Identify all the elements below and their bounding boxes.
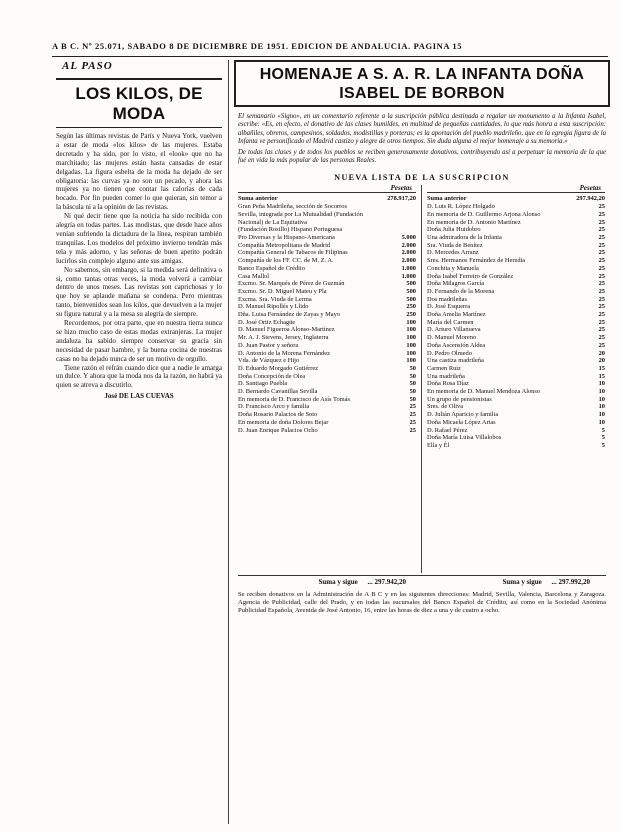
subscription-footer: Se reciben donativos en la Administración de A B C y en las siguientes direcciones: Madrid, Sevilla, Valencia, Barcelona y Zaragoza. Agencia de Publicidad, calle del Prado, y en todas las sucursales del Banco Español de Crédito, así como en la Sociedad Anónima Publicidad Española, Avenida de José Antonio, 16, entre las horas de diez a una y de cuatro a ocho. [238,590,606,614]
subscription-entry [427,373,605,381]
article-paragraph: No sabemos, sin embargo, si la medida será definitiva o si, como tantas otras veces, la moda volverá a cambiar dentro de unos meses. Las revistas son caprichosas y lo que hoy se aplaude mañana se condena. Pero mientras tanto, bienvenidos sean los kilos, que devuelven a la mujer su figura natural y a la mesa su alegría de siempre. [56,265,222,319]
left-column [56,60,222,822]
currency-label: Pesetas [238,185,416,194]
donor-name: Pro Diversas y la Hispano-Americana [238,234,335,241]
donation-amount: 25 [598,264,605,272]
donation-amount: 5 [601,434,605,442]
donation-amount: 25 [598,257,605,265]
donation-amount: 278.917,20 [387,195,416,203]
subscription-entry [238,265,416,273]
donation-amount: 5.000 [401,234,416,241]
donation-amount: 50 [409,372,416,380]
donation-amount: 100 [406,326,416,334]
page-header: A B C. Nº 25.071, SABADO 8 DE DICIEMBRE DE 1951. EDICION DE ANDALUCIA. PAGINA 15 [52,41,463,51]
donation-amount: 100 [406,318,416,326]
donation-amount: 25 [409,418,416,426]
homage-intro: El semanario «Signo», en un comentario referente a la suscripción pública destinada a regalar un monumento a la Infanta Isabel, escribe: «Es, en efecto, el donativo de las clases humildes, en multitud de pequeñas cantidades, lo que más honra a esta suscripción: albañiles, obreros, campesinos, soldados, modistillas y porteras; es la aportación del pueblo madrileño, que en la egregia figura de la Infanta ve personificado el Madrid castizo y alegre de otros tiempos. Sin duda alguna el mejor homenaje a su memoria.» [238,113,606,145]
donor-name: Carmen Ruiz [427,364,461,372]
subscription-entry [238,311,416,319]
subscription-entry [238,326,416,334]
donation-amount: 25 [598,272,605,280]
donor-name: Sra. Viuda de Benítez [427,241,483,249]
total-right-value: 297.992,20 [558,577,590,586]
subscription-entry [427,365,605,373]
donor-name: Doña Ascensión Aldea [427,341,486,349]
subscription-entry [238,257,416,265]
donor-name: Suma anterior [238,195,278,203]
donation-amount: 500 [406,287,416,295]
subscription-lists [238,185,606,573]
donor-name: Gran Peña Madrileña, sección de Socorros [238,203,347,211]
subscription-entry [427,419,605,427]
subscription-entry [427,296,605,304]
donor-name: Doña Milagros García [427,280,485,288]
donor-name: Excmo. Sr. Marqués de Pérez de Guzmán [238,280,345,288]
subscription-entry [238,319,416,327]
donation-amount: 100 [406,357,416,365]
donation-amount: 25 [598,303,605,311]
subscription-entry [427,326,605,334]
donor-name: Doña Rosa Díaz [427,380,469,388]
donation-amount: 100 [406,341,416,349]
donation-amount: 15 [598,372,605,380]
article-paragraph: Según las últimas revistas de París y Nueva York, vuelven a estar de moda «los kilos» de las mujeres. Estaba decretado y ha sido, por lo visto, el «look» que no ha marchitado; las mujeres están hasta cansadas de estar delgadas. La figura esbelta de la moda ha dejado de ser obligatoria: las curvas ya no son un pecado, y ahora las mujeres ya no tienen que contar las calorías de cada bocado. Por fin pueden comer lo que quieran, sin temor a la báscula ni a la opinión de las revistas. [56,132,222,212]
subscription-entry [238,403,416,411]
donor-name: Una madrileña [427,372,465,380]
subscription-entry [238,411,416,419]
donation-amount: 25 [598,218,605,226]
donation-amount: 50 [409,388,416,396]
donation-amount: 25 [409,403,416,411]
donor-name: En memoria de D. Francisco de Asís Tomás [238,395,350,403]
subscription-entry [427,403,605,411]
subscription-entry [238,427,416,435]
donation-amount: 100 [406,349,416,357]
donation-amount: 10 [598,411,605,419]
subscription-entry [238,419,416,427]
donation-amount: 25 [409,411,416,419]
subscription-entry [427,242,605,250]
subscription-entry [427,280,605,288]
donation-amount: 10 [598,418,605,426]
subscription-entry [427,273,605,281]
subscription-entry [427,226,605,234]
donation-amount: 297.942,20 [576,195,605,203]
donor-name: Conchita y Manuela [427,264,479,272]
donation-amount: 20 [598,357,605,365]
donation-amount: 25 [598,241,605,249]
donation-amount: 5 [601,441,605,449]
donation-amount: 10 [598,380,605,388]
subscription-entry [427,380,605,388]
subscription-entry [427,442,605,450]
subscription-entry [238,357,416,365]
homage-title: HOMENAJE A S. A. R. LA INFANTA DOÑA ISABEL DE BORBON [259,66,585,102]
donor-name: D. Rafael Pérez [427,426,468,434]
donation-amount: 50 [409,364,416,372]
subscription-entry [427,249,605,257]
donor-name: Sevilla, integrada por La Mutualidad (Fundación Nacional) de La Equitativa [238,210,363,226]
subscription-entry [427,434,605,442]
donor-name: D. Manuel Ripollés y Llido [238,303,309,311]
donor-name: D. Arturo Villanueva [427,326,481,334]
subscription-heading: NUEVA LISTA DE LA SUSCRIPCION [334,172,510,182]
subscription-entry [238,226,416,234]
donor-name: Sres. de Oliva [427,403,464,411]
subscription-entry [238,234,416,242]
donor-name: Compañía Metropolitana de Madrid [238,241,331,249]
subscription-entry [238,396,416,404]
donor-name: D. Manuel Moreno [427,334,477,342]
donation-amount: 500 [406,295,416,303]
donor-name: Una admiradora de la Infanta [427,234,502,241]
donor-name: Compañía General de Tabacos de Filipinas [238,249,348,257]
donor-name: Una castiza madrileña [427,357,484,365]
donor-name: María del Carmen [427,318,474,326]
donation-amount: 500 [406,280,416,288]
donor-name: Dña. Luisa Fernández de Zayas y Mayo [238,311,341,319]
donor-name: Ella y Él [427,441,450,449]
donor-name: D. Francisco Arco y familia [238,403,310,411]
subscription-entry [427,396,605,404]
donor-name: Excma. Sra. Viuda de Lerma [238,295,312,303]
donor-name: D. José Esquerra [427,303,471,311]
donation-amount: 2.000 [401,241,416,249]
donor-name: (Fundación Rosillo) Hispano Portuguesa [238,226,343,234]
currency-label: Pesetas [427,185,605,194]
subscription-entry [238,380,416,388]
subscription-entry [238,365,416,373]
subscription-entry [238,288,416,296]
donation-amount: 250 [406,303,416,311]
donation-amount: 25 [598,280,605,288]
donor-name: En memoria de D. Antonio Martínez [427,218,521,226]
donor-name: En memoria de doña Dolores Bejar [238,418,329,426]
subscription-entry [427,427,605,435]
donor-name: Sres. Hermanos Fernández de Heredia [427,257,526,265]
donor-name: D. Juan Pastor y señora [238,341,299,349]
subscription-entry [238,350,416,358]
donor-name: D. Fernando de la Morena [427,287,495,295]
donor-name: D. José Ortiz Echagüe [238,318,296,326]
donor-name: D. Manuel Figueroa Alonso-Martínez [238,326,335,334]
donation-amount: 2.000 [401,249,416,257]
donation-amount: 10 [598,395,605,403]
subscription-entry [427,195,605,203]
subscription-entry [427,257,605,265]
donor-name: Mr. A. J. Stevens, Jersey, Inglaterra [238,334,329,342]
column-divider [228,60,229,824]
donor-name: En memoria de D. Guillermo Arjona Alonso [427,210,541,218]
subscription-entry [427,311,605,319]
donation-amount: 25 [598,295,605,303]
donor-name: D. Bernardo Cavanillas Sevilla [238,388,318,396]
total-left-label: Suma y sigue [318,577,358,586]
donation-amount: 50 [409,380,416,388]
donation-amount: 25 [598,318,605,326]
subscription-list-right [427,185,605,450]
donor-name: Dos madrileñas [427,295,467,303]
article-paragraph: Tiene razón el refrán cuando dice que a nadie le amarga un dulce. Y ahora que la moda nos da la razón, no habrá ya quien se atreva a discutirlo. [56,363,222,390]
subscription-entry [427,350,605,358]
article-paragraph: Recordemos, por otra parte, que en nuestra tierra nunca se hizo mucho caso de estas modas extranjeras. La mujer andaluza ha sabido siempre conservar su gracia sin necesidad de pasar hambre, y la buena cocina de nuestras casas no ha dejado nunca de ser un motivo de orgullo. [56,319,222,363]
donation-amount: 1.000 [401,272,416,280]
donation-amount: 25 [598,287,605,295]
subscription-entry [238,195,416,203]
subscription-entry [238,303,416,311]
homage-title-box [234,60,610,107]
donation-amount: 25 [409,426,416,434]
donation-amount: 250 [406,311,416,319]
donation-amount: 25 [598,311,605,319]
donor-name: Doña Micaela López Arias [427,418,496,426]
donation-amount: 25 [598,341,605,349]
article-paragraph: Ni qué decir tiene que la noticia ha sido recibida con alegría en todas partes. Las modistas, que desde hace años venían sufriendo la dictadura de la línea, respiran también tranquilas. Los modelos del próximo invierno tendrán más tela y más adorno, y las señoras de buen apetito podrán lucirlos sin complejo alguno ante sus amigas. [56,212,222,265]
donor-name: D. Santiago Puebla [238,380,288,388]
subscription-entry [427,265,605,273]
subscription-entry [427,303,605,311]
donor-name: Compañía de los FF. CC. de M. Z. A. [238,257,334,265]
donation-amount: 25 [598,210,605,218]
header-rule [52,56,608,57]
donation-amount: 10 [598,403,605,411]
subscription-entry [427,211,605,219]
subscription-entry [238,249,416,257]
donor-name: D. Mercedes Arranz [427,249,479,257]
donation-amount: 15 [598,364,605,372]
subscription-entry [238,203,416,211]
subscription-entry [427,288,605,296]
donation-amount: 5 [601,426,605,434]
subscription-entry [427,357,605,365]
subscription-entry [238,273,416,281]
donor-name: D. Eduardo Morgado Gutiérrez [238,364,319,372]
total-right-label: Suma y sigue [502,577,542,586]
subscription-entry [427,411,605,419]
subscription-entry [238,342,416,350]
donor-name: D. Pedro Olmedo [427,349,472,357]
donation-amount: 25 [598,203,605,211]
donation-amount: 10 [598,388,605,396]
right-column [234,60,610,824]
donor-name: D. Antonio de la Morena Fernández [238,349,330,357]
subscription-entry [238,296,416,304]
homage-intro-2: De todas las clases y de todos los pueblos se reciben generosamente donativos, contribuyendo así a perpetuar la memoria de la que fué en vida la más popular de las personas Reales. [238,149,606,165]
article-title: LOS KILOS, DE MODA [56,78,222,128]
donation-amount: 50 [409,395,416,403]
donor-name: Doña Concepción de Olea [238,372,306,380]
subscription-entry [427,203,605,211]
donation-amount: 25 [598,234,605,241]
donor-name: Doña Isabel Ferreiro de González [427,272,514,280]
section-kicker: AL PASO [62,60,113,72]
donor-name: Suma anterior [427,195,467,203]
donation-amount: 25 [598,334,605,342]
donor-name: D. Julián Aparicio y familia [427,411,499,419]
donor-name: D. Juan Enrique Palacios Ocho [238,426,318,434]
subscription-entry [427,234,605,242]
donation-amount: 100 [406,334,416,342]
subscription-entry [238,211,416,226]
donation-amount: 20 [598,349,605,357]
donor-name: Vda. de Vázquez e Hijo [238,357,300,365]
donor-name: Doña María Luisa Villalobos [427,434,502,442]
subscription-entry [427,219,605,227]
total-left: Suma y sigue ... 297.942,20 [238,578,422,586]
subscription-totals [238,575,606,586]
subscription-entry [238,373,416,381]
list-divider [421,185,422,573]
donation-amount: 25 [598,249,605,257]
donor-name: Casa Mallol [238,272,270,280]
donor-name: Doña Rosario Palacios de Soto [238,411,318,419]
donor-name: Banco Español de Crédito [238,264,305,272]
donation-amount: 25 [598,326,605,334]
donor-name: Doña Amelia Martínez [427,311,486,319]
donor-name: Excmo. Sr. D. Miguel Mateu y Pla [238,287,327,295]
subscription-entry [238,242,416,250]
total-right: Suma y sigue ... 297.992,20 [422,578,606,586]
donation-amount: 25 [598,226,605,234]
subscription-entry [238,388,416,396]
donor-name: Un grupo de pensionistas [427,395,492,403]
subscription-list-left [238,185,416,435]
subscription-entry [427,319,605,327]
donor-name: En memoria de D. Manuel Mendoza Alonso [427,388,541,396]
donor-name: D. Luis R. López Holgado [427,203,495,211]
subscription-entry [427,388,605,396]
total-left-value: 297.942,20 [374,577,406,586]
donation-amount: 1.000 [401,264,416,272]
donation-amount: 2.000 [401,257,416,265]
subscription-entry [427,334,605,342]
subscription-entry [238,280,416,288]
subscription-entry [427,342,605,350]
subscription-entry [238,334,416,342]
article-signature: José DE LAS CUEVAS [104,392,174,401]
donor-name: Doña Julia Huidobro [427,226,481,234]
